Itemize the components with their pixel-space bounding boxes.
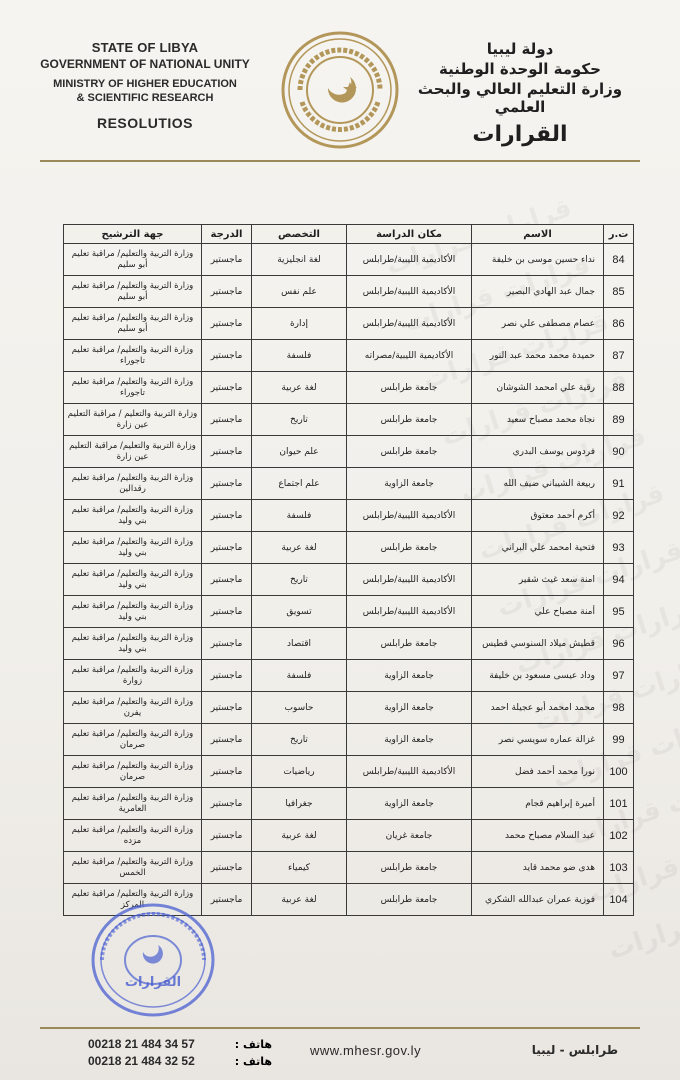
cell-degree: ماجستير bbox=[202, 692, 252, 724]
col-header-num: ت.ر bbox=[604, 225, 634, 244]
cell-place: الأكاديمية الليبية/مصراته bbox=[347, 340, 472, 372]
cell-place: جامعة الزاوية bbox=[347, 788, 472, 820]
table-row bbox=[64, 660, 634, 692]
header-state: STATE OF LIBYA bbox=[91, 40, 199, 55]
cell-destination: وزارة التربية والتعليم/ مراقبة تعليم رقدالين bbox=[64, 468, 202, 500]
cell-name: نورا محمد أحمد فضل bbox=[472, 756, 604, 788]
phone-2: 00218 21 484 32 52 bbox=[88, 1054, 195, 1068]
cell-name: نجاة محمد مصباح سعيد bbox=[472, 404, 604, 436]
cell-num: 97 bbox=[604, 660, 634, 692]
table-row bbox=[64, 436, 634, 468]
cell-degree: ماجستير bbox=[202, 372, 252, 404]
header-ministry bbox=[40, 77, 250, 105]
cell-major: فلسفة bbox=[252, 340, 347, 372]
cell-degree: ماجستير bbox=[202, 756, 252, 788]
phone-1: 00218 21 484 34 57 bbox=[88, 1037, 195, 1051]
cell-degree: ماجستير bbox=[202, 468, 252, 500]
cell-num: 85 bbox=[604, 276, 634, 308]
cell-place: جامعة طرابلس bbox=[347, 532, 472, 564]
cell-name: رقية علي امحمد الشوشان bbox=[472, 372, 604, 404]
cell-num: 86 bbox=[604, 308, 634, 340]
cell-num: 89 bbox=[604, 404, 634, 436]
cell-name: غزالة عماره سويسي نصر bbox=[472, 724, 604, 756]
cell-destination: وزارة التربية والتعليم/ مراقبة تعليم يفرن bbox=[64, 692, 202, 724]
footer-city: طرابلس - ليبيا bbox=[531, 1043, 618, 1057]
cell-num: 92 bbox=[604, 500, 634, 532]
cell-degree: ماجستير bbox=[202, 884, 252, 916]
cell-place: الأكاديمية الليبية/طرابلس bbox=[347, 500, 472, 532]
table-row bbox=[64, 724, 634, 756]
col-header-major: التخصص bbox=[252, 225, 347, 244]
cell-place: جامعة غريان bbox=[347, 820, 472, 852]
table-row bbox=[64, 756, 634, 788]
cell-degree: ماجستير bbox=[202, 340, 252, 372]
cell-major: علم اجتماع bbox=[252, 468, 347, 500]
cell-name: أمنة مصباح علي bbox=[472, 596, 604, 628]
cell-major: تسويق bbox=[252, 596, 347, 628]
header-ministry-line1: MINISTRY OF HIGHER EDUCATION bbox=[53, 78, 237, 90]
cell-num: 103 bbox=[604, 852, 634, 884]
phone-label-1: هاتف : bbox=[234, 1038, 272, 1051]
cell-destination: وزارة التربية والتعليم/ مراقبة تعليم الخمس bbox=[64, 852, 202, 884]
header-resolutions-ar: القرارات bbox=[472, 122, 568, 147]
cell-place: الأكاديمية الليبية/طرابلس bbox=[347, 564, 472, 596]
cell-name: محمد امحمد أبو عجيلة احمد bbox=[472, 692, 604, 724]
cell-destination: وزارة التربية والتعليم/ مراقبة تعليم صرمان bbox=[64, 724, 202, 756]
cell-num: 101 bbox=[604, 788, 634, 820]
footer-phone-labels bbox=[232, 1036, 272, 1070]
header-divider bbox=[40, 160, 640, 162]
cell-name: قطيش ميلاد السنوسي قطيس bbox=[472, 628, 604, 660]
cell-place: جامعة الزاوية bbox=[347, 660, 472, 692]
header-government: GOVERNMENT OF NATIONAL UNITY bbox=[40, 57, 250, 71]
header-arabic bbox=[400, 40, 640, 147]
header-ministry-line2: & SCIENTIFIC RESEARCH bbox=[76, 92, 214, 104]
cell-num: 91 bbox=[604, 468, 634, 500]
table-row bbox=[64, 628, 634, 660]
cell-num: 102 bbox=[604, 820, 634, 852]
cell-major: لغة عربية bbox=[252, 372, 347, 404]
table-row bbox=[64, 468, 634, 500]
cell-major: تاريخ bbox=[252, 564, 347, 596]
nominees-table bbox=[63, 224, 634, 916]
cell-name: عبد السلام مصباح محمد bbox=[472, 820, 604, 852]
cell-degree: ماجستير bbox=[202, 788, 252, 820]
cell-major: فلسفة bbox=[252, 660, 347, 692]
cell-name: هدى ضو محمد قايد bbox=[472, 852, 604, 884]
cell-degree: ماجستير bbox=[202, 660, 252, 692]
cell-name: امنة سعد غيث شقير bbox=[472, 564, 604, 596]
cell-major: لغة عربية bbox=[252, 884, 347, 916]
cell-degree: ماجستير bbox=[202, 244, 252, 276]
cell-degree: ماجستير bbox=[202, 852, 252, 884]
table-row bbox=[64, 308, 634, 340]
cell-place: الأكاديمية الليبية/طرابلس bbox=[347, 244, 472, 276]
table-header-row bbox=[64, 225, 634, 244]
cell-degree: ماجستير bbox=[202, 276, 252, 308]
cell-name: أميرة إبراهيم قجام bbox=[472, 788, 604, 820]
cell-major: علم حيوان bbox=[252, 436, 347, 468]
cell-destination: وزارة التربية والتعليم/ مراقبة التعليم عين زارة bbox=[64, 436, 202, 468]
cell-destination: وزارة التربية والتعليم/ مراقبة تعليم زوارة bbox=[64, 660, 202, 692]
cell-place: جامعة الزاوية bbox=[347, 724, 472, 756]
col-header-name: الاسم bbox=[472, 225, 604, 244]
cell-degree: ماجستير bbox=[202, 500, 252, 532]
cell-place: جامعة طرابلس bbox=[347, 884, 472, 916]
cell-num: 100 bbox=[604, 756, 634, 788]
col-header-destination: جهة الترشيح bbox=[64, 225, 202, 244]
cell-num: 98 bbox=[604, 692, 634, 724]
cell-major: جغرافيا bbox=[252, 788, 347, 820]
cell-degree: ماجستير bbox=[202, 404, 252, 436]
cell-name: جمال عبد الهادي البصير bbox=[472, 276, 604, 308]
header-english bbox=[40, 40, 250, 131]
cell-place: جامعة الزاوية bbox=[347, 692, 472, 724]
col-header-place: مكان الدراسة bbox=[347, 225, 472, 244]
cell-num: 94 bbox=[604, 564, 634, 596]
cell-place: جامعة الزاوية bbox=[347, 468, 472, 500]
cell-num: 87 bbox=[604, 340, 634, 372]
cell-num: 93 bbox=[604, 532, 634, 564]
cell-place: الأكاديمية الليبية/طرابلس bbox=[347, 596, 472, 628]
cell-major: حاسوب bbox=[252, 692, 347, 724]
cell-major: لغة عربية bbox=[252, 820, 347, 852]
cell-destination: وزارة التربية والتعليم/ مراقبة تعليم أبو سليم bbox=[64, 244, 202, 276]
cell-destination: وزارة التربية والتعليم/ مراقبة تعليم العامرية bbox=[64, 788, 202, 820]
col-header-degree: الدرجة bbox=[202, 225, 252, 244]
header-state-ar: دولة ليبيا bbox=[486, 40, 554, 58]
cell-major: لغة انجليزية bbox=[252, 244, 347, 276]
cell-destination: وزارة التربية والتعليم/ مراقبة تعليم بني وليد bbox=[64, 596, 202, 628]
ministry-emblem-icon bbox=[280, 30, 400, 150]
phone-label-2: هاتف : bbox=[234, 1055, 272, 1068]
cell-place: الأكاديمية الليبية/طرابلس bbox=[347, 756, 472, 788]
cell-destination: وزارة التربية والتعليم/ مراقبة تعليم بني وليد bbox=[64, 564, 202, 596]
cell-degree: ماجستير bbox=[202, 820, 252, 852]
cell-name: نداء حسين موسى بن خليفة bbox=[472, 244, 604, 276]
cell-destination: وزارة التربية والتعليم/ مراقبة تعليم بني وليد bbox=[64, 628, 202, 660]
header-government-ar: حكومة الوحدة الوطنية bbox=[439, 60, 601, 78]
cell-destination: وزارة التربية والتعليم/ مراقبة تعليم تاجوراء bbox=[64, 372, 202, 404]
cell-place: جامعة طرابلس bbox=[347, 628, 472, 660]
cell-place: جامعة طرابلس bbox=[347, 372, 472, 404]
cell-name: وداد عيسى مسعود بن خليفة bbox=[472, 660, 604, 692]
cell-name: ربيعة الشيباني ضيف الله bbox=[472, 468, 604, 500]
table-row bbox=[64, 532, 634, 564]
cell-num: 90 bbox=[604, 436, 634, 468]
cell-major: لغة عربية bbox=[252, 532, 347, 564]
official-stamp-icon bbox=[88, 900, 218, 1020]
cell-name: فردوس يوسف البدري bbox=[472, 436, 604, 468]
footer-divider bbox=[40, 1027, 640, 1029]
cell-num: 88 bbox=[604, 372, 634, 404]
footer-phones bbox=[88, 1036, 195, 1070]
cell-destination: وزارة التربية والتعليم / مراقبة التعليم عين زارة bbox=[64, 404, 202, 436]
cell-place: جامعة طرابلس bbox=[347, 404, 472, 436]
cell-num: 95 bbox=[604, 596, 634, 628]
cell-num: 96 bbox=[604, 628, 634, 660]
cell-name: فتحية امحمد علي البراني bbox=[472, 532, 604, 564]
cell-place: الأكاديمية الليبية/طرابلس bbox=[347, 276, 472, 308]
table-row bbox=[64, 372, 634, 404]
cell-major: رياضيات bbox=[252, 756, 347, 788]
footer-website: www.mhesr.gov.ly bbox=[310, 1043, 422, 1058]
cell-name: أكرم أحمد معتوق bbox=[472, 500, 604, 532]
cell-degree: ماجستير bbox=[202, 724, 252, 756]
cell-destination: وزارة التربية والتعليم/ مراقبة تعليم تاجوراء bbox=[64, 340, 202, 372]
cell-degree: ماجستير bbox=[202, 308, 252, 340]
table-row bbox=[64, 788, 634, 820]
table-row bbox=[64, 564, 634, 596]
cell-destination: وزارة التربية والتعليم/ مراقبة تعليم أبو سليم bbox=[64, 308, 202, 340]
cell-destination: وزارة التربية والتعليم/ مراقبة تعليم أبو سليم bbox=[64, 276, 202, 308]
table-row bbox=[64, 820, 634, 852]
header-ministry-ar: وزارة التعليم العالي والبحث العلمي bbox=[417, 80, 623, 116]
table-row bbox=[64, 852, 634, 884]
cell-degree: ماجستير bbox=[202, 596, 252, 628]
table-row bbox=[64, 596, 634, 628]
cell-num: 104 bbox=[604, 884, 634, 916]
cell-major: كيمياء bbox=[252, 852, 347, 884]
cell-degree: ماجستير bbox=[202, 532, 252, 564]
cell-destination: وزارة التربية والتعليم/ مراقبة تعليم صرمان bbox=[64, 756, 202, 788]
cell-major: فلسفة bbox=[252, 500, 347, 532]
cell-num: 84 bbox=[604, 244, 634, 276]
cell-num: 99 bbox=[604, 724, 634, 756]
table-row bbox=[64, 404, 634, 436]
cell-degree: ماجستير bbox=[202, 628, 252, 660]
table-row bbox=[64, 244, 634, 276]
cell-destination: وزارة التربية والتعليم/ مراقبة تعليم مزده bbox=[64, 820, 202, 852]
header-resolutions: RESOLUTIOS bbox=[96, 115, 193, 131]
cell-name: عصام مصطفى علي نصر bbox=[472, 308, 604, 340]
cell-major: علم نفس bbox=[252, 276, 347, 308]
cell-degree: ماجستير bbox=[202, 564, 252, 596]
cell-name: حميدة محمد محمد عبد النور bbox=[472, 340, 604, 372]
cell-major: تاريخ bbox=[252, 724, 347, 756]
cell-place: جامعة طرابلس bbox=[347, 852, 472, 884]
stamp-text: القرارات bbox=[124, 975, 182, 990]
table-row bbox=[64, 276, 634, 308]
cell-destination: وزارة التربية والتعليم/ مراقبة تعليم بني وليد bbox=[64, 532, 202, 564]
cell-major: إدارة bbox=[252, 308, 347, 340]
cell-place: الأكاديمية الليبية/طرابلس bbox=[347, 308, 472, 340]
cell-major: اقتصاد bbox=[252, 628, 347, 660]
cell-destination: وزارة التربية والتعليم/ مراقبة تعليم بني وليد bbox=[64, 500, 202, 532]
table-row bbox=[64, 692, 634, 724]
table-row bbox=[64, 500, 634, 532]
cell-place: جامعة طرابلس bbox=[347, 436, 472, 468]
cell-major: تاريخ bbox=[252, 404, 347, 436]
cell-destination: وزارة التربية والتعليم/ مراقبة تعليم المركز bbox=[64, 884, 202, 916]
table-row bbox=[64, 340, 634, 372]
cell-name: فوزية عمران عبدالله الشكري bbox=[472, 884, 604, 916]
cell-degree: ماجستير bbox=[202, 436, 252, 468]
